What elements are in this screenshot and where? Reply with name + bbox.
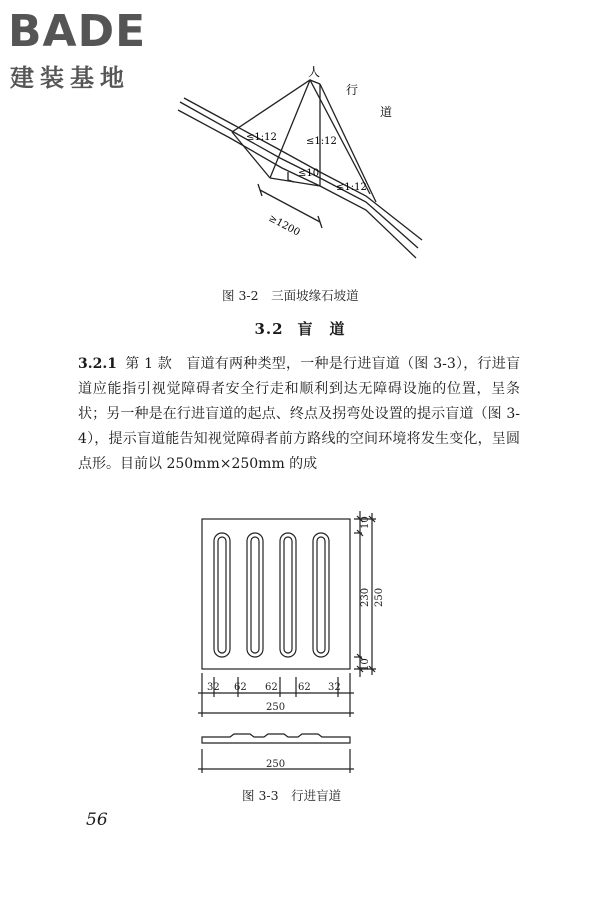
- dim-bottom-label: 10: [360, 658, 371, 671]
- slope-label-left: ≤1:12: [246, 132, 277, 143]
- slope-label-middle: ≤1:12: [306, 136, 337, 147]
- brand-logo: BADE: [8, 6, 147, 57]
- label-dao: 道: [380, 105, 393, 119]
- slope-label-right: ≤1:12: [336, 182, 367, 193]
- page-number: 56: [86, 810, 108, 830]
- dim-total-width: 250: [266, 702, 286, 713]
- tactile-paving-diagram: [190, 505, 410, 785]
- dim-label-2: 62: [234, 682, 247, 693]
- dim-label-3: 62: [265, 682, 278, 693]
- dim-top-label: 10: [360, 516, 371, 529]
- section-heading: [0, 318, 600, 339]
- dim-inner-label: 230: [360, 587, 371, 607]
- label-xing: 行: [346, 83, 359, 97]
- figure-3-3-caption: 图 3-3 行进盲道: [242, 788, 342, 803]
- brand-logo-subtitle: 建装基地: [10, 64, 130, 92]
- section-number: 3.2: [254, 320, 284, 338]
- label-ren: 人: [308, 65, 321, 79]
- curb-ramp-diagram: [170, 60, 440, 270]
- section-width-label: 250: [266, 759, 286, 770]
- section-title: 盲 道: [297, 320, 346, 338]
- dim-label-5: 32: [328, 682, 341, 693]
- clause-number: 3.2.1: [78, 356, 117, 372]
- dim-outer-label: 250: [374, 587, 385, 607]
- dim-label-1: 32: [207, 682, 220, 693]
- curb-height-label: ≤10: [298, 168, 320, 179]
- dim-label-4: 62: [298, 682, 311, 693]
- clause-text: 第 1 款 盲道有两种类型，一种是行进盲道（图 3-3），行进盲道应能指引视觉障碍者安全行走和顺利到达无障碍设施的位置，呈条状；另一种是在行进盲道的起点、终点及拐弯处设置的提示盲道（图 3-4），提示盲道能告知视觉障碍者前方路线的空间环境将发生变化，呈圆点形。目前以 250mm×250mm 的成: [78, 356, 520, 472]
- ramp-width-label: ≥1200: [266, 212, 302, 239]
- body-paragraph: [78, 352, 520, 477]
- figure-3-2-caption: 图 3-2 三面坡缘石坡道: [222, 288, 359, 303]
